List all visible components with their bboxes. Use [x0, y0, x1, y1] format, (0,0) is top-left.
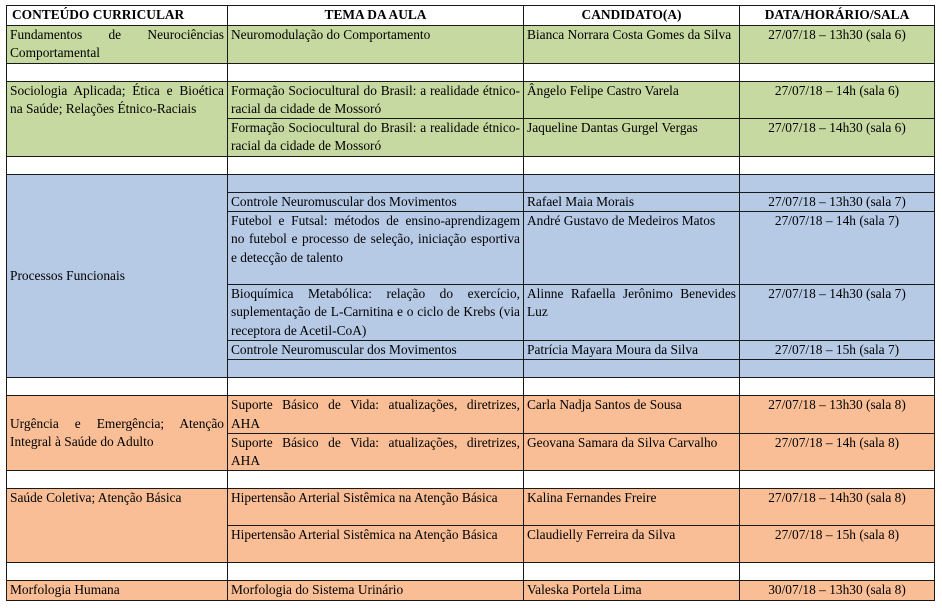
curriculum-cell: Urgência e Emergência; Atenção Integral à Saúde do Adulto: [7, 396, 228, 471]
theme-cell: Controle Neuromuscular dos Movimentos: [228, 192, 524, 211]
theme-cell: Morfologia do Sistema Urinário: [228, 581, 524, 600]
header-theme: TEMA DA AULA: [228, 6, 524, 26]
datetime-cell: 27/07/18 – 14h (sala 7): [740, 212, 935, 285]
schedule-table: [6, 5, 935, 601]
spacer-row: [7, 174, 935, 192]
candidate-cell: Bianca Norrara Costa Gomes da Silva: [524, 26, 740, 64]
table-row: [7, 489, 935, 526]
datetime-cell: 27/07/18 – 13h30 (sala 6): [740, 26, 935, 64]
header-curriculum: CONTEÚDO CURRICULAR: [7, 6, 228, 26]
datetime-cell: 27/07/18 – 14h (sala 6): [740, 81, 935, 119]
candidate-cell: Valeska Portela Lima: [524, 581, 740, 600]
theme-cell: Formação Sociocultural do Brasil: a realidade étnico-racial da cidade de Mossoró: [228, 81, 524, 119]
theme-cell: Hipertensão Arterial Sistêmica na Atenção Básica: [228, 489, 524, 526]
spacer-row: [7, 378, 935, 396]
candidate-cell: Jaqueline Dantas Gurgel Vergas: [524, 119, 740, 157]
curriculum-cell: Sociologia Aplicada; Ética e Bioética na Saúde; Relações Étnico-Raciais: [7, 81, 228, 156]
datetime-cell: 27/07/18 – 14h30 (sala 8): [740, 489, 935, 526]
curriculum-cell: Fundamentos de Neurociências Comportamental: [7, 26, 228, 64]
curriculum-cell: Processos Funcionais: [7, 174, 228, 377]
spacer-row: [7, 156, 935, 174]
datetime-cell: 27/07/18 – 13h30 (sala 8): [740, 396, 935, 434]
theme-cell: Suporte Básico de Vida: atualizações, diretrizes, AHA: [228, 396, 524, 434]
datetime-cell: 27/07/18 – 14h30 (sala 7): [740, 285, 935, 341]
header-row: [7, 6, 935, 26]
spacer-row: [7, 471, 935, 489]
datetime-cell: 30/07/18 – 13h30 (sala 8): [740, 581, 935, 600]
candidate-cell: Alinne Rafaella Jerônimo Benevides Luz: [524, 285, 740, 341]
table-row: [7, 26, 935, 64]
theme-cell: Formação Sociocultural do Brasil: a realidade étnico-racial da cidade de Mossoró: [228, 119, 524, 157]
theme-cell: Controle Neuromuscular dos Movimentos: [228, 340, 524, 359]
theme-cell: Hipertensão Arterial Sistêmica na Atenção Básica: [228, 526, 524, 563]
curriculum-cell: Morfologia Humana: [7, 581, 228, 600]
curriculum-cell: Saúde Coletiva; Atenção Básica: [7, 489, 228, 563]
candidate-cell: Claudielly Ferreira da Silva: [524, 526, 740, 563]
header-datetime: DATA/HORÁRIO/SALA: [740, 6, 935, 26]
table-row: [7, 396, 935, 434]
datetime-cell: 27/07/18 – 15h (sala 8): [740, 526, 935, 563]
candidate-cell: Rafael Maia Morais: [524, 192, 740, 211]
datetime-cell: 27/07/18 – 15h (sala 7): [740, 340, 935, 359]
spacer-row: [7, 63, 935, 81]
theme-cell: Suporte Básico de Vida: atualizações, diretrizes, AHA: [228, 433, 524, 471]
candidate-cell: Patrícia Mayara Moura da Silva: [524, 340, 740, 359]
spacer-row: [7, 563, 935, 581]
theme-cell: Bioquímica Metabólica: relação do exercício, suplementação de L-Carnitina e o ciclo de Krebs (via receptora de Acetil-CoA): [228, 285, 524, 341]
datetime-cell: 27/07/18 – 14h30 (sala 6): [740, 119, 935, 157]
candidate-cell: Kalina Fernandes Freire: [524, 489, 740, 526]
candidate-cell: Ângelo Felipe Castro Varela: [524, 81, 740, 119]
theme-cell: Futebol e Futsal: métodos de ensino-aprendizagem no futebol e processo de seleção, iniciação esportiva e detecção de talento: [228, 212, 524, 285]
candidate-cell: André Gustavo de Medeiros Matos: [524, 212, 740, 285]
candidate-cell: Carla Nadja Santos de Sousa: [524, 396, 740, 434]
table-row: [7, 81, 935, 119]
theme-cell: Neuromodulação do Comportamento: [228, 26, 524, 64]
candidate-cell: Geovana Samara da Silva Carvalho: [524, 433, 740, 471]
table-row: [7, 581, 935, 600]
datetime-cell: 27/07/18 – 13h30 (sala 7): [740, 192, 935, 211]
datetime-cell: 27/07/18 – 14h (sala 8): [740, 433, 935, 471]
header-candidate: CANDIDATO(A): [524, 6, 740, 26]
